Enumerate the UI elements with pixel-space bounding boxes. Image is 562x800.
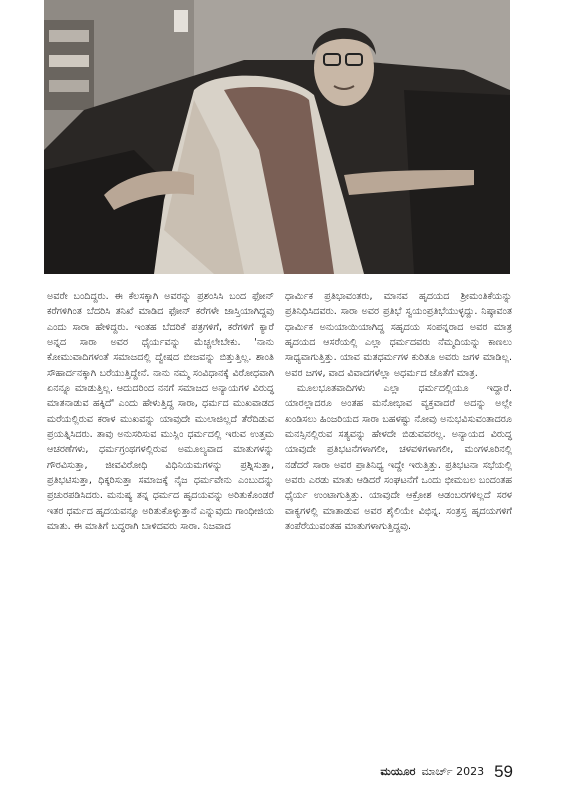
article-paragraph: ಮೂಲಭೂತವಾದಿಗಳು ಎಲ್ಲಾ ಧರ್ಮದಲ್ಲಿಯೂ ಇದ್ದಾರೆ. ಯಾರಲ್ಲಾದರೂ ಅಂತಹ ಮನೋಭಾವ ವ್ಯಕ್ತವಾದರೆ ಅದನ್ನು ಅಲ್ಲೇ ಖಂಡಿಸಲು ಹಿಂಜರಿಯದ ಸಾರಾ ಬಹಳಷ್ಟು ನೋವು ಅನುಭವಿಸುವಂತಾದರೂ ಮನಸ್ಸಿನಲ್ಲಿರುವ ಸತ್ಯವನ್ನು ಹೇಳದೇ ಬಿಡುವವರಲ್ಲ. ಅನ್ಯಾಯದ ವಿರುದ್ಧ ಯಾವುದೇ ಪ್ರತಿಭಟನೆಗಳಾಗಲೀ, ಚಳವಳಿಗಳಾಗಲೀ, ಮಂಗಳೂರಿನಲ್ಲಿ ನಡೆದರೆ ಸಾರಾ ಅವರ ಪ್ರಾತಿನಿಧ್ಯ ಇದ್ದೇ ಇರುತ್ತಿತ್ತು. ಪ್ರತಿಭಟನಾ ಸಭೆಯಲ್ಲಿ ಅವರು ಎರಡು ಮಾತು ಆಡಿದರೆ ಸಂಘಟನೆಗೆ ಒಂದು ಭೀಮಬಲ ಬಂದಂತಹ ಧೈರ್ಯ ಉಂಟಾಗುತ್ತಿತ್ತು. ಯಾವುದೇ ಆಕ್ರೋಶ ಆಡಂಬರಗಳಿಲ್ಲದೆ ಸರಳ ವಾಕ್ಯಗಳಲ್ಲಿ ಮಾತಾಡುವ ಅವರ ಶೈಲಿಯೇ ವಿಭಿನ್ನ. ಸಂತ್ರಸ್ತ ಹೃದಯಗಳಿಗೆ ತಂಪೆರೆಯುವಂತಹ ಮಾತುಗಳಾಗುತ್ತಿದ್ದವು. (285, 383, 512, 533)
article-paragraph: ಧಾರ್ಮಿಕ ಪ್ರತಿಭಾವಂತರು, ಮಾನವ ಹೃದಯದ ಶ್ರೀಮಂತಿಕೆಯನ್ನು ಪ್ರತಿನಿಧಿಸಿದವರು. ಸಾರಾ ಅವರ ಪ್ರತಿಭೆ ಸ್ವಯಂಪ್ರತಿಭೆಯುಳ್ಳದ್ದು. ನಿಷ್ಠಾವಂತ ಧಾರ್ಮಿಕ ಅನುಯಾಯಿಯಾಗಿದ್ದ ಸಹೃದಯ ಸಂಪನ್ನರಾದ ಅವರ ಮಾತ್ರ ಹೃದಯದ ಆಸರೆಯಲ್ಲಿ ಎಲ್ಲಾ ಧರ್ಮದವರು ನೆಮ್ಮದಿಯನ್ನು ಕಾಣಲು ಸಾಧ್ಯವಾಗುತ್ತಿತ್ತು. ಯಾವ ಮತಧರ್ಮಗಳ ಕುರಿತೂ ಅವರು ಜಗಳ ಮಾಡಿಲ್ಲ. ಅವರ ಜಗಳ, ವಾದ ವಿವಾದಗಳೆಲ್ಲಾ ಅಧರ್ಮದ ಜೊತೆಗೆ ಮಾತ್ರ. (285, 291, 512, 379)
article-photo (44, 0, 510, 274)
issue-date: ಮಾರ್ಚ್ 2023 (421, 765, 485, 778)
article-paragraph: ಅವರೇ ಬಂದಿದ್ದರು. ಈ ಕೆಲಸಕ್ಕಾಗಿ ಅವರನ್ನು ಪ್ರಶಂಸಿಸಿ ಬಂದ ಫೋನ್ ಕರೆಗಳಿಗಿಂತ ಬೆದರಿಸಿ ತನಿಖೆ ಮಾಡಿದ ಫೋನ್ ಕರೆಗಳೇ ಜಾಸ್ತಿಯಾಗಿದ್ದವು ಎಂದು ಸಾರಾ ಹೇಳಿದ್ದರು. ಇಂತಹ ಬೆದರಿಕೆ ಪತ್ರಗಳಿಗೆ, ಕರೆಗಳಿಗೆ ಕ್ಯಾರೆ ಅನ್ನದ ಸಾರಾ ಅವರ ಧೈರ್ಯವನ್ನು ಮೆಚ್ಚಲೇಬೇಕು. 'ನಾನು ಕೋಮುವಾದಿಗಳಂತೆ ಸಮಾಜದಲ್ಲಿ ದ್ವೇಷದ ಬೀಜವನ್ನು ಬಿತ್ತುತ್ತಿಲ್ಲ. ಶಾಂತಿ ಸೌಹಾರ್ದನಕ್ಕಾಗಿ ಬರೆಯುತ್ತಿದ್ದೇನೆ. ನಾನು ನಮ್ಮ ಸಂವಿಧಾನಕ್ಕೆ ವಿರೋಧವಾಗಿ ಏನನ್ನೂ ಮಾಡುತ್ತಿಲ್ಲ. ಆದುದರಿಂದ ನನಗೆ ಸಮಾಜದ ಅನ್ಯಾಯಗಳ ವಿರುದ್ಧ ಮಾತನಾಡುವ ಹಕ್ಕಿದೆ' ಎಂದು ಹೇಳುತ್ತಿದ್ದ ಸಾರಾ, ಧರ್ಮದ ಮುಖವಾಡದ ಮರೆಯಲ್ಲಿರುವ ಕರಾಳ ಮುಖವನ್ನು ಯಾವುದೇ ಮುಲಾಜಿಲ್ಲದೆ ತೆರೆದಿಡುವ ಪ್ರಯತ್ನಿಸಿದರು. ತಾವು ಅನುಸರಿಸುವ ಮುಸ್ಲಿಂ ಧರ್ಮದಲ್ಲಿ ಇರುವ ಉತ್ತಮ ಆಚರಣೆಗಳು, ಧರ್ಮಗ್ರಂಥಗಳಲ್ಲಿರುವ ಅಮೂಲ್ಯವಾದ ಮಾತುಗಳನ್ನು ಗೌರವಿಸುತ್ತಾ, ಜೀವವಿರೋಧಿ ವಿಧಿನಿಯಮಗಳನ್ನು ಪ್ರಶ್ನಿಸುತ್ತಾ, ಪ್ರತಿಭಟಿಸುತ್ತಾ, ಧಿಕ್ಕರಿಸುತ್ತಾ ಸಮಾಜಕ್ಕೆ ನೈಜ ಧರ್ಮವೇನು ಎಂಬುದನ್ನು ಪ್ರಚುರಪಡಿಸಿದರು. ಮನುಷ್ಯ ತನ್ನ ಧರ್ಮದ ಹೃದಯವನ್ನು ಅರಿತುಕೊಂಡರೆ ಇತರ ಧರ್ಮದ ಹೃದಯವನ್ನೂ ಅರಿತುಕೊಳ್ಳುತ್ತಾನೆ ಎನ್ನುವುದು ಗಾಂಧೀಜಿಯ ಮಾತು. ಈ ಮಾತಿಗೆ ಬದ್ಧರಾಗಿ ಬಾಳಿದವರು ಸಾರಾ. ನಿಜವಾದ (47, 291, 274, 533)
article-column-left (47, 289, 274, 535)
article-column-right (285, 289, 512, 535)
magazine-name: ಮಯೂರ (380, 765, 416, 778)
page-number: 59 (494, 762, 513, 781)
portrait-photo-illustration (44, 0, 510, 274)
page-footer (380, 760, 513, 784)
